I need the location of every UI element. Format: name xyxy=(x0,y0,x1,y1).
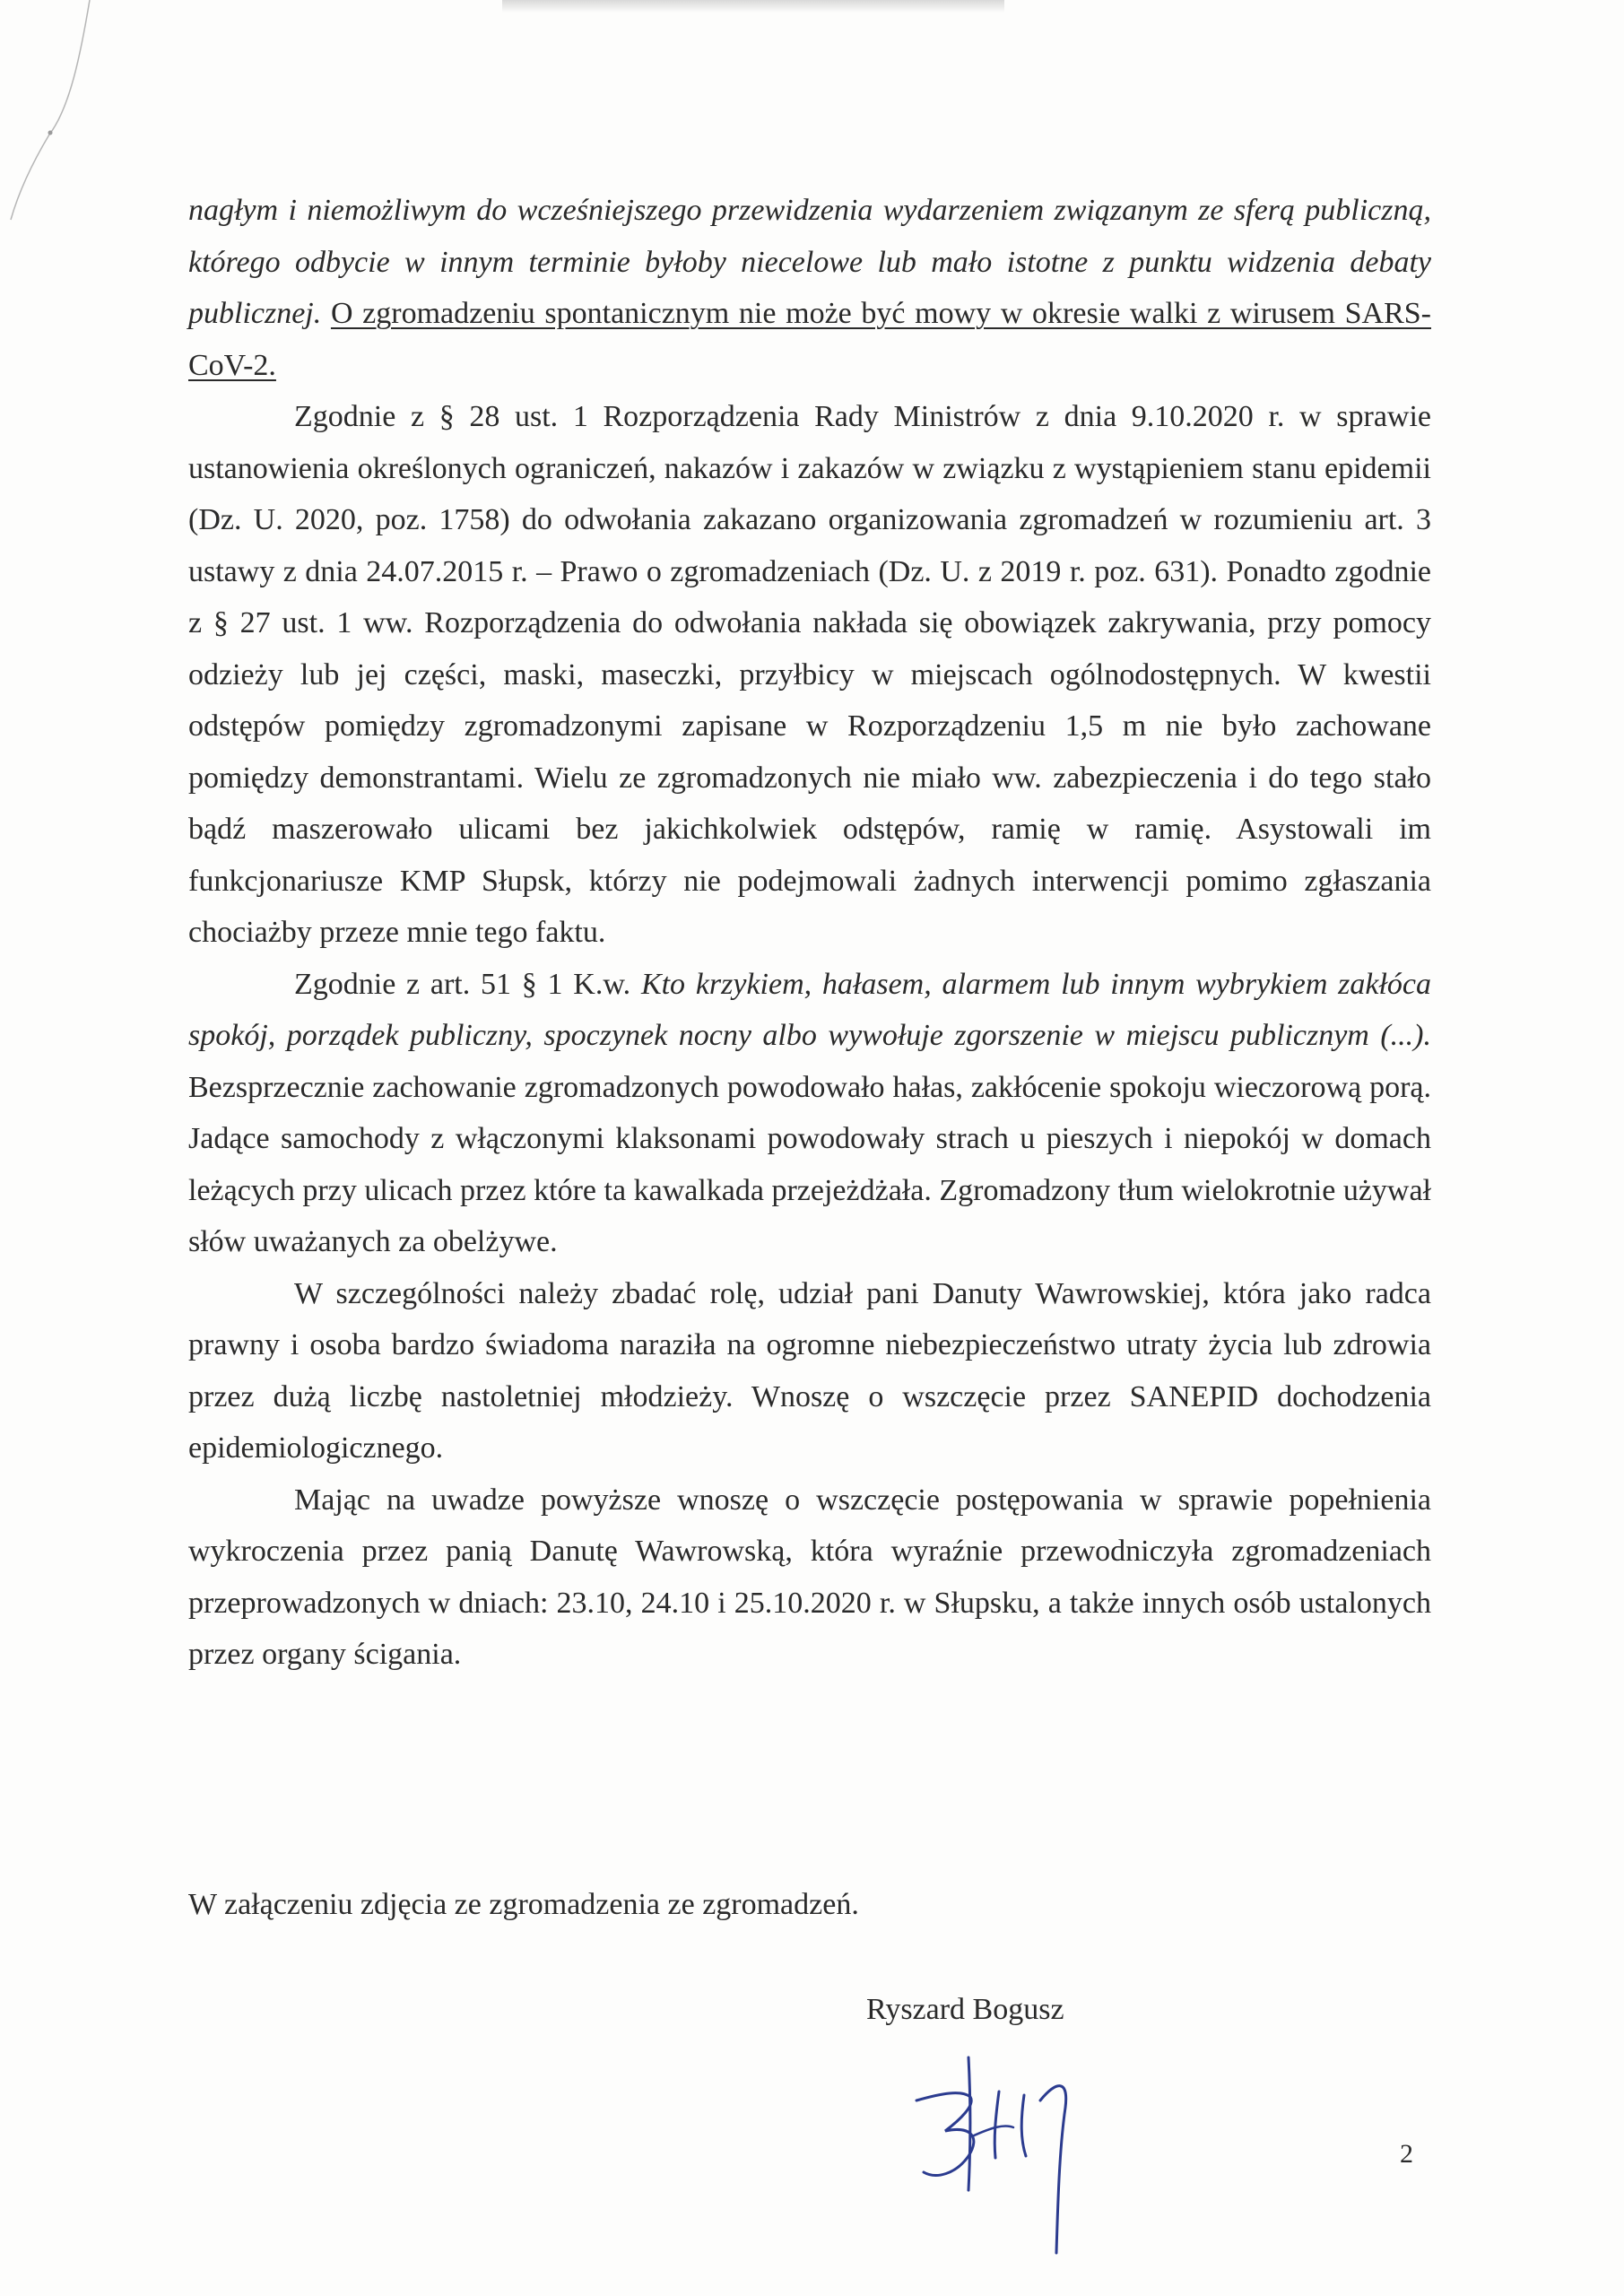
paragraph-code-of-offences xyxy=(188,959,1431,1268)
attachment-note: W załączeniu zdjęcia ze zgromadzenia ze zgromadzeń. xyxy=(188,1888,859,1921)
paragraph-regulation: Zgodnie z § 28 ust. 1 Rozporządzenia Rady Ministrów z dnia 9.10.2020 r. w sprawie ustanowienia określonych ograniczeń, nakazów i zakazów w związku z wystąpieniem stanu epidemii (Dz. U. 2020, poz. 1758) do odwołania zakazano organizowania zgromadzeń w rozumieniu art. 3 ustawy z dnia 24.07.2015 r. – Prawo o zgromadzeniach (Dz. U. z 2019 r. poz. 631). Ponadto zgodnie z § 27 ust. 1 ww. Rozporządzenia do odwołania nakłada się obowiązek zakrywania, przy pomocy odzieży lub jej części, maski, maseczki, przyłbicy w miejscach ogólnodostępnych. W kwestii odstępów pomiędzy zgromadzonymi zapisane w Rozporządzeniu 1,5 m nie było zachowane pomiędzy demonstrantami. Wielu ze zgromadzonych nie miało ww. zabezpieczenia i do tego stało bądź maszerowało ulicami bez jakichkolwiek odstępów, ramię w ramię. Asystowali im funkcjonariusze KMP Słupsk, którzy nie podejmowali żadnych interwencji pomimo zgłaszania chociażby przeze mnie tego faktu. xyxy=(188,400,1431,949)
paragraph-2-lead: Zgodnie z art. 51 § 1 K.w. xyxy=(294,967,631,1001)
paragraph-2-quote: Kto krzykiem, hałasem, alarmem lub innym wybrykiem zakłóca spokój, porządek publiczny, spoczynek nocny albo wywołuje zgorszenie w miejscu publicznym (...). xyxy=(188,967,1432,1052)
intro-paragraph xyxy=(188,185,1431,391)
handwritten-signature xyxy=(906,2038,1130,2262)
paragraph-role: W szczególności należy zbadać rolę, udział pani Danuty Wawrowskiej, która jako radca prawny i osoba bardzo świadoma naraziła na ogromne niebezpieczeństwo utraty życia lub zdrowia przez dużą liczbę nastoletniej młodzieży. Wnoszę o wszczęcie przez SANEPID dochodzenia epidemiologicznego. xyxy=(188,1276,1431,1465)
scan-edge-line xyxy=(0,0,126,233)
page-number: 2 xyxy=(1400,2139,1413,2169)
letter-body xyxy=(188,185,1431,1681)
paragraph-2-rest: Bezsprzecznie zachowanie zgromadzonych powodowało hałas, zakłócenie spokoju wieczorową porą. Jadące samochody z włączonymi klaksonami powodowały strach u pieszych i niepokój w domach leżących przy ulicach przez które ta kawalkada przejeżdżała. Zgromadzony tłum wielokrotnie używał słów uważanych za obelżywe. xyxy=(188,1070,1431,1258)
intro-underlined-text: O zgromadzeniu spontanicznym nie może być mowy w okresie walki z wirusem SARS-CoV-2. xyxy=(188,297,1431,382)
intro-italic-text: nagłym i niemożliwym do wcześniejszego przewidzenia wydarzeniem związanym ze sferą publiczną, którego odbycie w innym terminie byłoby niecelowe lub mało istotne z punktu widzenia debaty publicznej. xyxy=(188,194,1431,330)
scan-shadow xyxy=(502,0,1004,13)
signer-name: Ryszard Bogusz xyxy=(866,1993,1064,2026)
paragraph-request: Mając na uwadze powyższe wnoszę o wszczęcie postępowania w sprawie popełnienia wykroczenia przez panią Danutę Wawrowską, która wyraźnie przewodniczyła zgromadzeniach przeprowadzonych w dniach: 23.10, 24.10 i 25.10.2020 r. w Słupsku, a także innych osób ustalonych przez organy ścigania. xyxy=(188,1483,1431,1671)
